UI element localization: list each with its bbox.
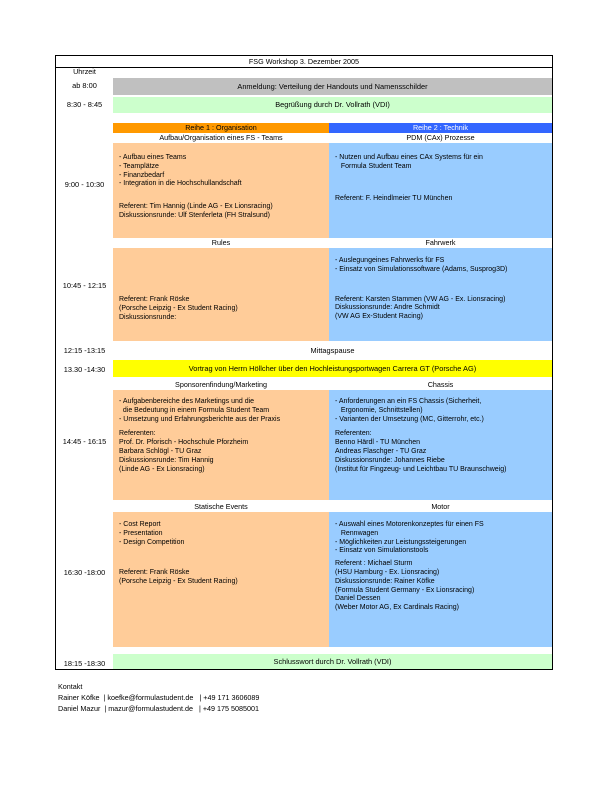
time-mittag: 12:15 -13:15	[63, 346, 106, 355]
speaker-line: (Institut für Fingzeug- und Leichtbau TU Braunschweig)	[335, 465, 507, 473]
speaker-line: (Porsche Leipzig - Ex Student Racing)	[119, 304, 238, 312]
block2-right-items	[335, 257, 552, 275]
speaker-line: Diskussionsrunde: Ulf Stenferleta (FH Stralsund)	[119, 211, 270, 219]
block2-right-title: Fahrwerk	[329, 238, 552, 248]
time-block3: 14:45 - 16:15	[62, 437, 107, 446]
list-item: - Teamplätze	[119, 162, 159, 170]
speaker-line: Referent: Frank Röske	[119, 569, 190, 577]
block1-left-items	[119, 154, 329, 189]
block3-right	[329, 390, 552, 500]
block1-right	[329, 143, 552, 238]
speaker-line: Barbara Schlögl - TU Graz	[119, 447, 202, 455]
list-item: - Einsatz von Simulationstools	[335, 547, 429, 555]
speaker-line: Diskussionsrunde: Rainer Köfke	[335, 577, 435, 585]
speaker-line: (VW AG Ex-Student Racing)	[335, 313, 423, 321]
block4-left-items	[119, 521, 329, 547]
list-item: - Auswahl eines Motorenkonzeptes für einen FS	[335, 521, 484, 528]
list-item: Rennwagen	[335, 529, 379, 537]
list-item: - Einsatz von Simulationssoftware (Adams, Susprog3D)	[335, 265, 508, 273]
list-item: - Möglichkeiten zur Leistungssteigerungen	[335, 538, 467, 546]
list-item: - Aufgabenbereiche des Marketings und die	[119, 398, 255, 405]
block4-right-ref	[335, 560, 552, 613]
list-item: Formula Student Team	[335, 162, 412, 170]
speaker-line: (Porsche Leipzig - Ex Student Racing)	[119, 578, 238, 586]
time-begruessung: 8:30 - 8:45	[66, 100, 103, 109]
list-item: - Varianten der Umsetzung (MC, Gitterrohr, etc.)	[335, 415, 484, 423]
speaker-line: Diskussionsrunde: Andre Schmidt	[335, 304, 440, 312]
block3-left-title: Sponsorenfindung/Marketing	[113, 380, 329, 390]
list-item: - Design Competition	[119, 538, 185, 546]
speaker-line: Diskussionsrunde: Tim Hannig	[119, 456, 214, 464]
block2-left	[113, 248, 329, 341]
block3-left-ref	[119, 430, 329, 474]
block1-left	[113, 143, 329, 238]
list-item: Ergonomie, Schnittstellen)	[335, 406, 423, 414]
row-schluss: Schlusswort durch Dr. Vollrath (VDI)	[113, 654, 552, 669]
list-item: die Bedeutung in einem Formula Student Team	[119, 406, 270, 414]
block3-left	[113, 390, 329, 500]
schedule-frame	[55, 55, 553, 670]
block3-right-items	[335, 398, 552, 424]
block3-left-items	[119, 398, 329, 424]
speaker-line: (Linde AG - Ex Lionsracing)	[119, 465, 205, 473]
speaker-line: Referent: F. Heindlmeier TU München	[335, 194, 453, 202]
list-item: - Presentation	[119, 529, 163, 537]
list-item: - Anforderungen an ein FS Chassis (Sicherheit,	[335, 398, 482, 405]
speaker-line: Referenten:	[335, 430, 372, 438]
speaker-line: Andreas Flaschger - TU Graz	[335, 447, 427, 455]
time-vortrag: 13.30 -14:30	[63, 365, 106, 374]
list-item: - Finanzbedarf	[119, 171, 165, 179]
block4-right-title: Motor	[329, 502, 552, 512]
track-1-header: Reihe 1 : Organisation	[113, 123, 329, 133]
block4-left	[113, 512, 329, 647]
speaker-line: (HSU Hamburg - Ex. Lionsracing)	[335, 568, 440, 576]
time-schluss: 18:15 -18:30	[63, 659, 106, 668]
block4-right	[329, 512, 552, 647]
block3-right-title: Chassis	[329, 380, 552, 390]
speaker-line: Referent: Tim Hannig (Linde AG - Ex Lionsracing)	[119, 203, 273, 211]
speaker-line: Referent : Michael Sturm	[335, 560, 413, 568]
row-mittag: Mittagspause	[310, 346, 355, 355]
speaker-line: Referenten:	[119, 430, 156, 438]
block2-left-ref	[119, 296, 329, 322]
speaker-line: Referent: Karsten Stammen (VW AG - Ex. Lionsracing)	[335, 295, 506, 303]
block4-left-title: Statische Events	[113, 502, 329, 512]
block4-right-items	[335, 521, 552, 556]
list-item: - Umsetzung und Erfahrungsberichte aus der Praxis	[119, 415, 281, 423]
speaker-line: Diskussionsrunde:	[119, 313, 177, 321]
list-item: - Integration in die Hochschullandschaft	[119, 180, 242, 188]
row-anmeldung: Anmeldung: Verteilung der Handouts und Namensschilder	[113, 78, 552, 95]
time-anmeldung: ab 8:00	[72, 81, 97, 90]
time-column-header: Uhrzeit	[73, 67, 96, 76]
block2-left-title: Rules	[113, 238, 329, 248]
list-item: - Cost Report	[119, 521, 161, 528]
speaker-line: Benno Härdl - TU München	[335, 439, 421, 447]
speaker-line: (Formula Student Germany - Ex Lionsracing)	[335, 586, 475, 594]
time-block4: 16:30 -18:00	[63, 568, 106, 577]
contact-block	[58, 681, 259, 714]
block3-right-ref	[335, 430, 552, 474]
track-2-header: Reihe 2 : Technik	[329, 123, 552, 133]
contact-line-koefke: Rainer Köfke | koefke@formulastudent.de | +49 171 3606089	[58, 693, 260, 702]
list-item: - Aufbau eines Teams	[119, 154, 187, 161]
list-item: - Auslegungeines Fahrwerks für FS	[335, 257, 445, 264]
block2-right-ref	[335, 296, 552, 322]
block4-left-ref	[119, 569, 329, 587]
block1-right-ref	[335, 195, 552, 204]
speaker-line: Daniel Dessen	[335, 595, 381, 603]
block1-right-items	[335, 154, 552, 172]
speaker-line: (Weber Motor AG, Ex Cardinals Racing)	[335, 604, 459, 612]
speaker-line: Referent: Frank Röske	[119, 296, 190, 303]
row-begruessung: Begrüßung durch Dr. Vollrath (VDI)	[113, 97, 552, 113]
block2-right	[329, 248, 552, 341]
speaker-line: Diskussionsrunde: Johannes Riebe	[335, 456, 445, 464]
block1-left-ref	[119, 203, 329, 221]
speaker-line: Prof. Dr. Pforisch - Hochschule Pforzheim	[119, 439, 249, 447]
contact-line-mazur: Daniel Mazur | mazur@formulastudent.de | +49 175 5085001	[58, 704, 260, 713]
block1-right-title: PDM (CAx) Prozesse	[329, 133, 552, 143]
block1-left-title: Aufbau/Organisation eines FS - Teams	[113, 133, 329, 143]
time-block2: 10:45 - 12:15	[62, 281, 107, 290]
row-vortrag: Vortrag von Herrn Höllcher über den Hochleistungsportwagen Carrera GT (Porsche AG)	[113, 360, 552, 377]
contact-heading: Kontakt	[58, 682, 83, 691]
list-item: - Nutzen und Aufbau eines CAx Systems für ein	[335, 154, 483, 161]
page-title: FSG Workshop 3. Dezember 2005	[56, 56, 552, 68]
time-block1: 9:00 - 10:30	[64, 180, 105, 189]
